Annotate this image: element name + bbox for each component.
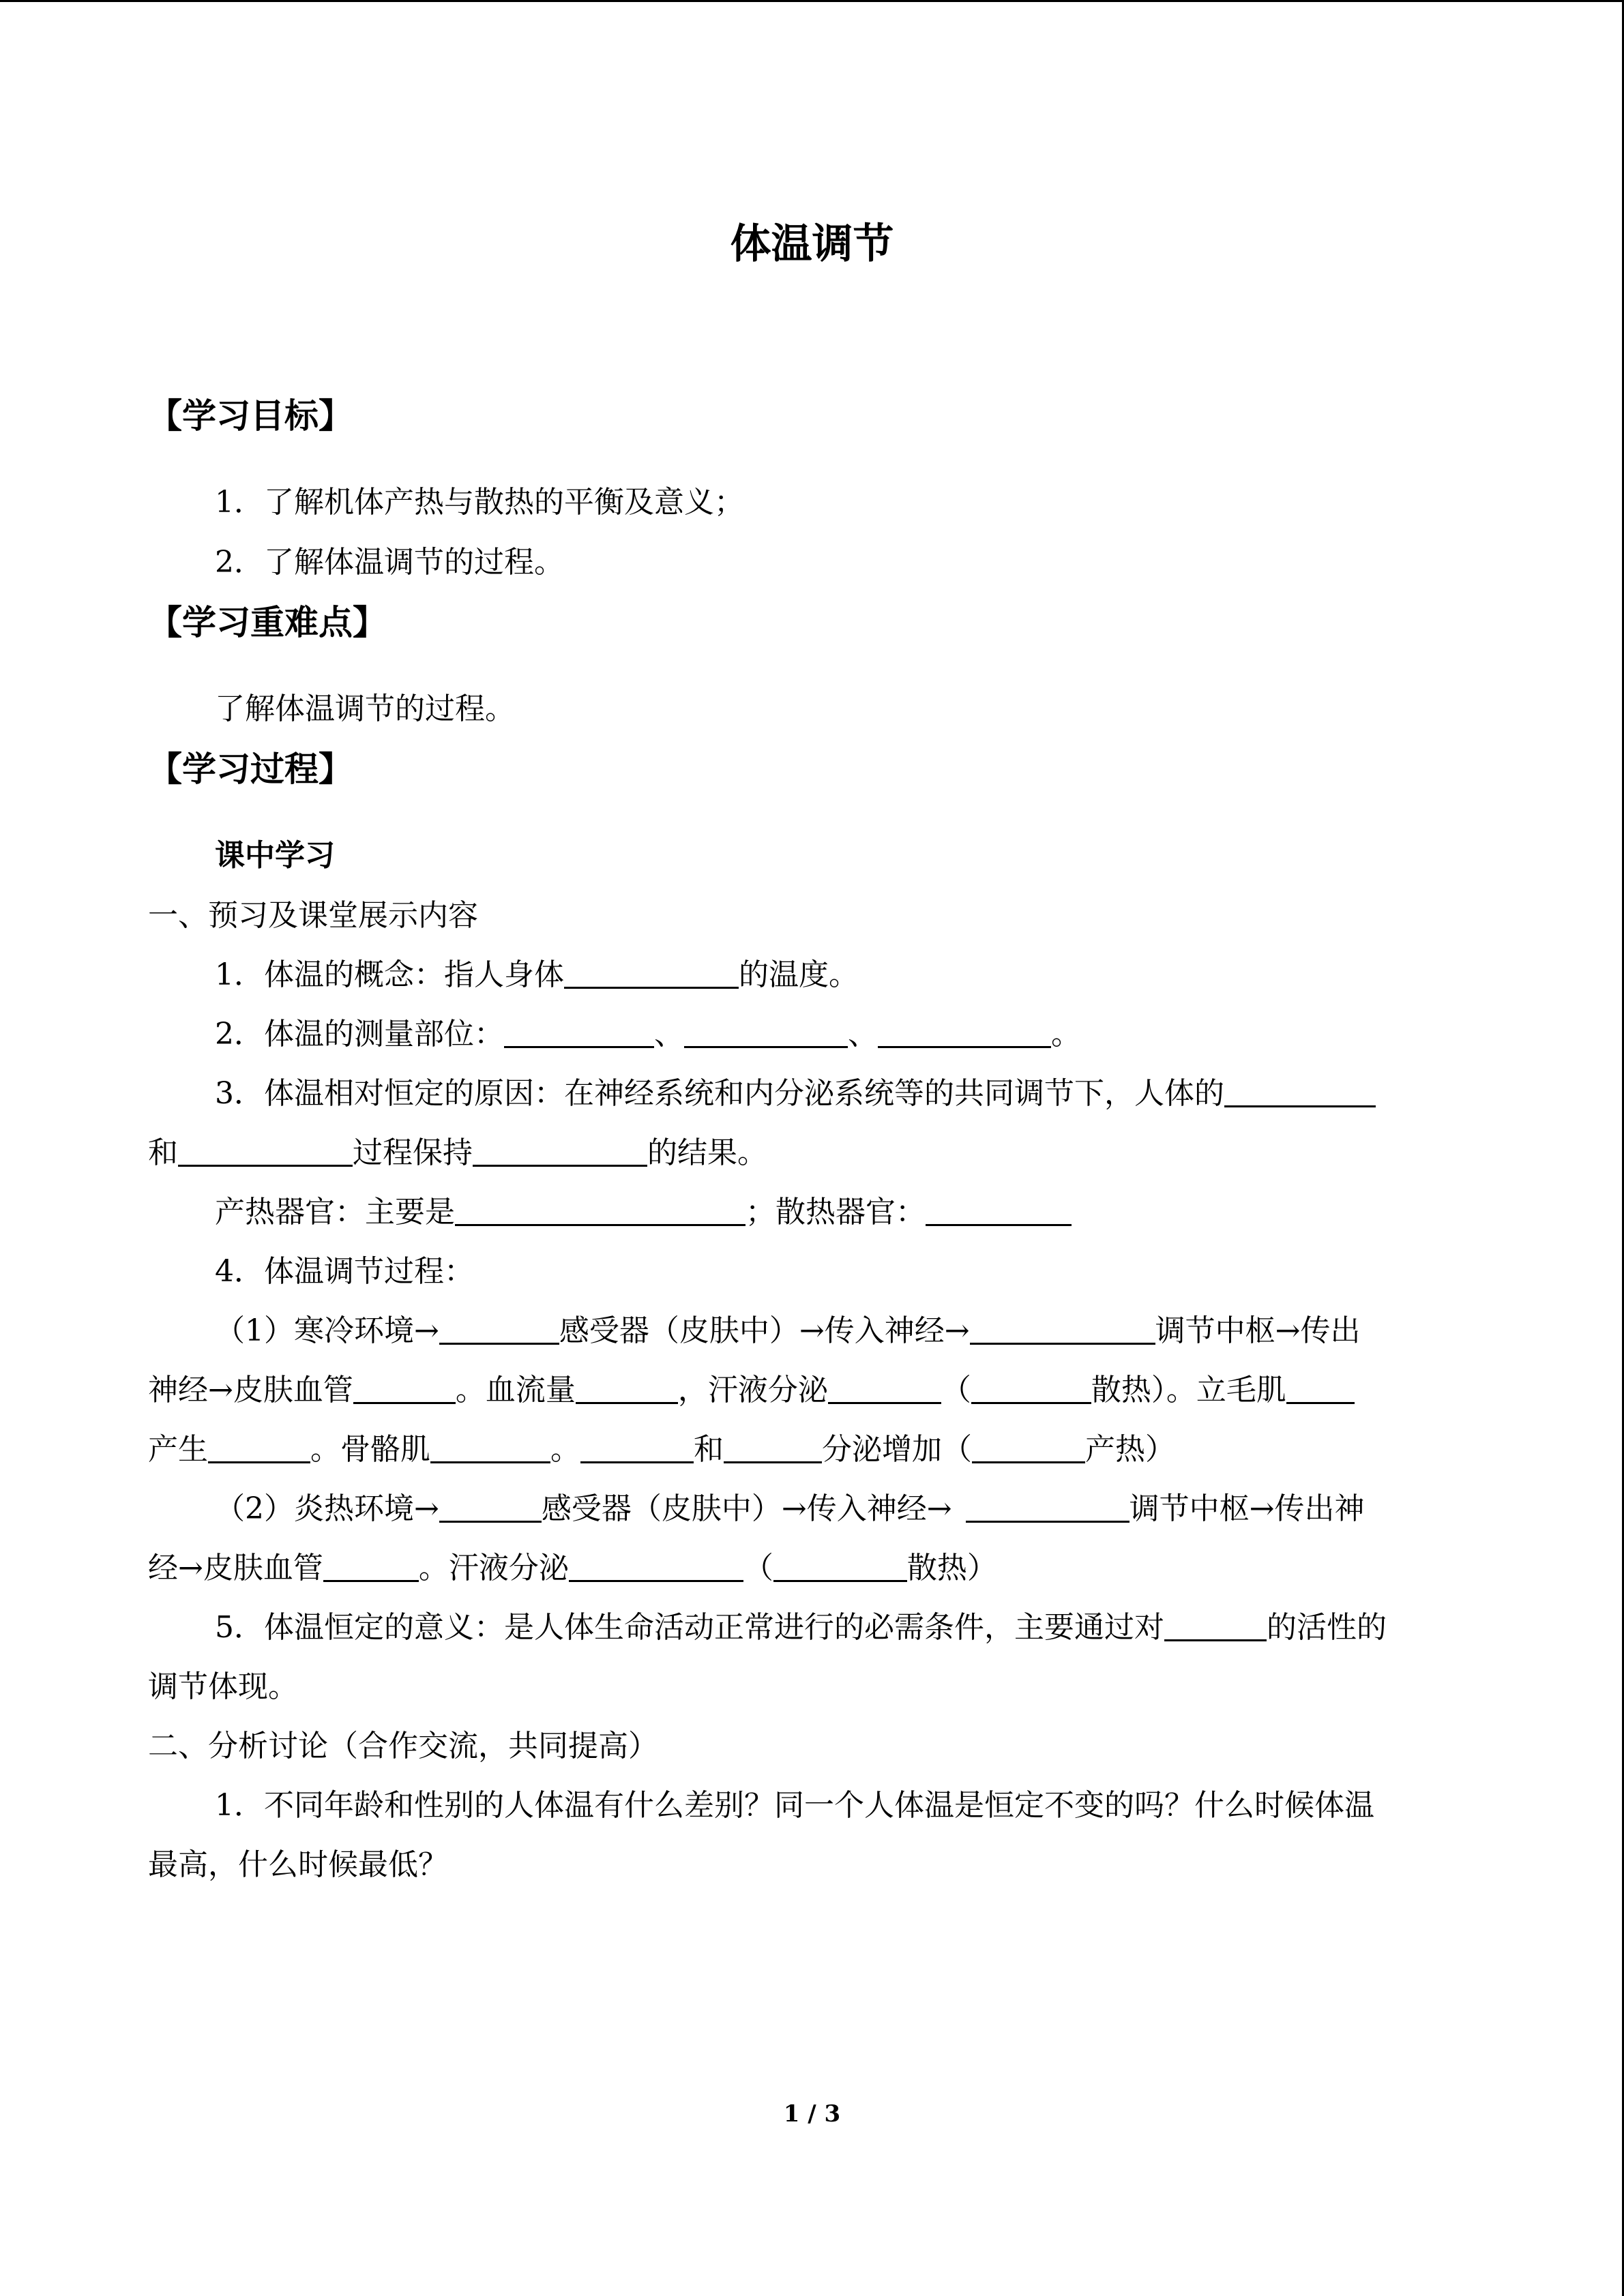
- q2-blank-2[interactable]: [684, 1016, 848, 1048]
- top-border-line: [0, 0, 1624, 2]
- cold-sweat-blank[interactable]: [828, 1372, 941, 1404]
- q3-line2-b: 过程保持: [353, 1135, 473, 1170]
- hot-vessel-blank[interactable]: [323, 1550, 419, 1582]
- cold-hormone-blank-1[interactable]: [580, 1431, 694, 1463]
- hot-sweat-blank[interactable]: [569, 1550, 743, 1582]
- cold-bloodflow-blank[interactable]: [576, 1372, 678, 1404]
- question-5-line-1: [215, 1602, 1387, 1646]
- cold-l3-c: 。: [550, 1432, 580, 1467]
- keypoints-heading: 【学习重难点】: [148, 603, 387, 642]
- cold-l2-a: 神经→皮肤血管: [148, 1373, 353, 1407]
- cold-line-3: [148, 1425, 1175, 1468]
- hot-receptor-blank[interactable]: [439, 1491, 542, 1523]
- cold-l2-d: （: [941, 1373, 971, 1407]
- hot-l2-a: 经→皮肤血管: [148, 1551, 323, 1585]
- cold-dissipation-blank[interactable]: [971, 1372, 1091, 1404]
- objectives-heading: 【学习目标】: [148, 396, 353, 436]
- q3-text-a: 3．体温相对恒定的原因：在神经系统和内分泌系统等的共同调节下，人体的: [215, 1076, 1224, 1111]
- hot-l2-b: 。汗液分泌: [418, 1551, 569, 1585]
- cold-heat-blank[interactable]: [972, 1431, 1085, 1463]
- question-3-line-1: [215, 1069, 1376, 1112]
- cold-center-blank[interactable]: [970, 1313, 1155, 1345]
- q3-blank-3[interactable]: [473, 1135, 647, 1167]
- cold-hormone-blank-2[interactable]: [724, 1431, 822, 1463]
- process-heading: 【学习过程】: [148, 749, 353, 789]
- cold-vessel-blank[interactable]: [353, 1372, 456, 1404]
- objective-item-1: 1．了解机体产热与散热的平衡及意义；: [215, 485, 744, 520]
- cold-line-2: [148, 1365, 1355, 1409]
- organs-text-a: 产热器官：主要是: [215, 1195, 455, 1229]
- q1-text-b: 的温度。: [739, 957, 859, 992]
- cold-l3-f: 产热）: [1085, 1432, 1175, 1467]
- cold-receptor-blank[interactable]: [439, 1313, 559, 1345]
- q2-end: 。: [1051, 1017, 1081, 1052]
- hot-l1-a: （2）炎热环境→: [215, 1491, 439, 1526]
- q5-text-a: 5．体温恒定的意义：是人体生命活动正常进行的必需条件，主要通过对: [215, 1610, 1164, 1645]
- section-1-title: 一、预习及课堂展示内容: [148, 898, 478, 933]
- cold-arrector-blank[interactable]: [1286, 1372, 1355, 1404]
- cold-l1-b: 感受器（皮肤中）→传入神经→: [559, 1313, 970, 1348]
- hot-center-blank[interactable]: [966, 1491, 1130, 1523]
- q1-text-a: 1．体温的概念：指人身体: [215, 957, 564, 992]
- q5-blank[interactable]: [1164, 1609, 1267, 1641]
- organs-text-b: ；散热器官：: [745, 1195, 926, 1229]
- cold-muscle-blank[interactable]: [430, 1431, 550, 1463]
- cold-l1-c: 调节中枢→传出: [1155, 1313, 1361, 1348]
- hot-l1-b: 感受器（皮肤中）→传入神经→: [541, 1491, 952, 1526]
- section-2-title: 二、分析讨论（合作交流，共同提高）: [148, 1729, 658, 1763]
- cold-l2-c: ，汗液分泌: [677, 1373, 828, 1407]
- question-2: [215, 1009, 1081, 1053]
- q5-text-b: 的活性的: [1267, 1610, 1387, 1645]
- question-3-line-2: [148, 1128, 767, 1172]
- q2-blank-1[interactable]: [504, 1016, 654, 1048]
- hot-dissipation-blank[interactable]: [773, 1550, 907, 1582]
- cold-l3-d: 和: [694, 1432, 724, 1467]
- q3-line2-a: 和: [148, 1135, 178, 1170]
- cold-line-1: [215, 1306, 1360, 1350]
- cold-l3-a: 产生: [148, 1432, 208, 1467]
- cold-l2-b: 。血流量: [455, 1373, 576, 1407]
- heat-dissipation-organ-blank[interactable]: [926, 1194, 1072, 1226]
- cold-l3-b: 。骨骼肌: [310, 1432, 430, 1467]
- question-1: [215, 950, 859, 994]
- discussion-1-line-1: 1．不同年龄和性别的人体温有什么差别？同一个人体温是恒定不变的吗？什么时候体温: [215, 1788, 1374, 1823]
- keypoints-text: 了解体温调节的过程。: [215, 691, 515, 726]
- hot-l2-d: 散热）: [906, 1551, 997, 1585]
- q3-blank-1[interactable]: [1224, 1075, 1376, 1107]
- question-5-line-2: 调节体现。: [148, 1669, 298, 1704]
- hot-line-2: [148, 1543, 997, 1587]
- q2-blank-3[interactable]: [878, 1016, 1051, 1048]
- heat-production-organ-blank[interactable]: [455, 1194, 745, 1226]
- page-title: 体温调节: [730, 220, 894, 268]
- cold-l3-e: 分泌增加（: [822, 1432, 972, 1467]
- hot-line-1: [215, 1484, 1364, 1527]
- q1-blank[interactable]: [564, 957, 739, 989]
- objective-item-2: 2．了解体温调节的过程。: [215, 545, 564, 580]
- organs-line: [215, 1187, 1072, 1231]
- q2-separator-1: 、: [654, 1017, 684, 1052]
- question-4: 4．体温调节过程：: [215, 1254, 474, 1289]
- q3-blank-2[interactable]: [178, 1135, 353, 1167]
- hot-l1-c: 调节中枢→传出神: [1129, 1491, 1365, 1526]
- page-number: 1 / 3: [783, 2100, 841, 2128]
- cold-l1-a: （1）寒冷环境→: [215, 1313, 439, 1348]
- q2-text-a: 2．体温的测量部位：: [215, 1017, 504, 1052]
- class-study-label: 课中学习: [215, 838, 335, 873]
- hot-l2-c: （: [743, 1551, 773, 1585]
- cold-l2-e: 散热）。立毛肌: [1091, 1373, 1286, 1407]
- cold-produce-blank[interactable]: [208, 1431, 310, 1463]
- q2-separator-2: 、: [848, 1017, 878, 1052]
- discussion-1-line-2: 最高，什么时候最低？: [148, 1847, 448, 1882]
- q3-line2-c: 的结果。: [647, 1135, 767, 1170]
